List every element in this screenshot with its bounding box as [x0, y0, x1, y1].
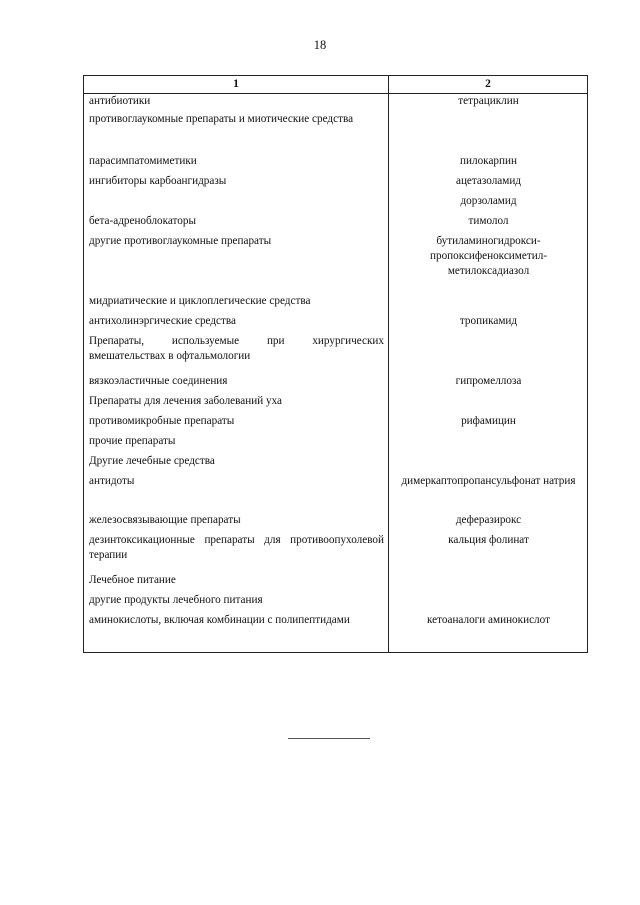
group-cell: противомикробные препараты	[84, 414, 389, 434]
column-header-2: 2	[389, 76, 588, 94]
group-cell: антихолинэргические средства	[84, 314, 389, 334]
table-row	[84, 573, 588, 593]
drug-cell	[389, 593, 588, 613]
group-cell: другие продукты лечебного питания	[84, 593, 389, 613]
table-row	[84, 533, 588, 573]
page-number: 18	[313, 38, 327, 52]
table-row	[84, 112, 588, 154]
group-cell: Препараты, используемые при хирургических вмешательствах в офтальмологии	[84, 334, 389, 374]
table-header-row	[84, 76, 588, 94]
drug-cell: дорзоламид	[389, 194, 588, 214]
table-row	[84, 334, 588, 374]
table-row	[84, 154, 588, 174]
table-row	[84, 294, 588, 314]
drug-cell: деферазирокс	[389, 513, 588, 533]
drug-cell	[389, 573, 588, 593]
group-cell: антидоты	[84, 474, 389, 513]
drug-cell: бутиламиногидрокси-пропоксифеноксиметил-метилоксадиазол	[389, 234, 588, 294]
table-row	[84, 174, 588, 194]
column-header-1: 1	[84, 76, 389, 94]
drug-cell	[389, 112, 588, 154]
table-row	[84, 214, 588, 234]
table-row	[84, 94, 588, 112]
group-cell: вязкоэластичные соединения	[84, 374, 389, 394]
group-cell: другие противоглаукомные препараты	[84, 234, 389, 294]
table-row	[84, 454, 588, 474]
table-row	[84, 234, 588, 294]
table-row	[84, 474, 588, 513]
drug-cell: кальция фолинат	[389, 533, 588, 573]
drug-table	[83, 75, 588, 653]
drug-cell: тимолол	[389, 214, 588, 234]
group-cell: Лечебное питание	[84, 573, 389, 593]
table-row	[84, 374, 588, 394]
group-cell: аминокислоты, включая комбинации с полипептидами	[84, 613, 389, 653]
drug-cell: пилокарпин	[389, 154, 588, 174]
group-cell: Препараты для лечения заболеваний уха	[84, 394, 389, 414]
drug-cell: тропикамид	[389, 314, 588, 334]
table-row	[84, 394, 588, 414]
group-cell: мидриатические и циклоплегические средства	[84, 294, 389, 314]
group-cell: противоглаукомные препараты и миотические средства	[84, 112, 389, 154]
drug-cell: ацетазоламид	[389, 174, 588, 194]
drug-cell: димеркаптопропансульфонат натрия	[389, 474, 588, 513]
group-cell: железосвязывающие препараты	[84, 513, 389, 533]
drug-cell	[389, 454, 588, 474]
table-row	[84, 194, 588, 214]
group-cell: ингибиторы карбоангидразы	[84, 174, 389, 194]
drug-cell: тетрациклин	[389, 94, 588, 112]
group-cell: бета-адреноблокаторы	[84, 214, 389, 234]
footer-separator-line	[288, 738, 370, 739]
drug-cell: гипромеллоза	[389, 374, 588, 394]
group-cell: антибиотики	[84, 94, 389, 112]
group-cell	[84, 194, 389, 214]
group-cell: Другие лечебные средства	[84, 454, 389, 474]
table-row	[84, 314, 588, 334]
drug-cell	[389, 434, 588, 454]
drug-cell	[389, 394, 588, 414]
drug-cell: рифамицин	[389, 414, 588, 434]
table-row	[84, 593, 588, 613]
drug-cell: кетоаналоги аминокислот	[389, 613, 588, 653]
table-row	[84, 434, 588, 454]
table-row	[84, 513, 588, 533]
group-cell: парасимпатомиметики	[84, 154, 389, 174]
drug-cell	[389, 334, 588, 374]
group-cell: дезинтоксикационные препараты для противоопухолевой терапии	[84, 533, 389, 573]
table-row	[84, 414, 588, 434]
table-row	[84, 613, 588, 653]
group-cell: прочие препараты	[84, 434, 389, 454]
drug-cell	[389, 294, 588, 314]
